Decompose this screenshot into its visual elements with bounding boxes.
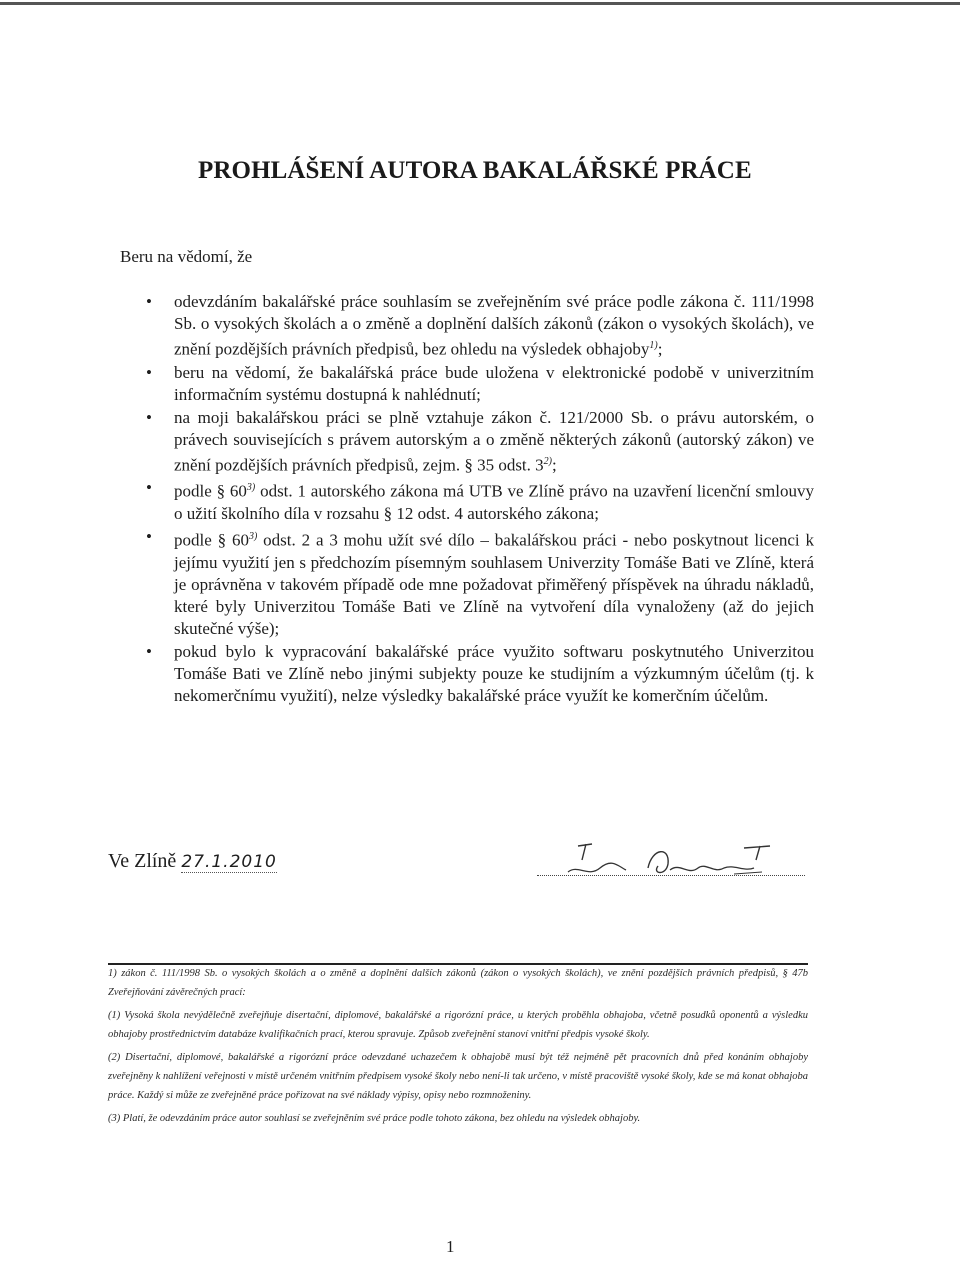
- list-item: [146, 641, 814, 707]
- list-item-text: podle § 60: [174, 481, 247, 501]
- list-item-tail: odst. 2 a 3 mohu užít své dílo – bakalářskou práci - nebo poskytnout licenci k jejímu využití jen s předchozím písemným souhlasem Univerzity Tomáše Bati ve Zlíně, která je oprávněna v takovém případě ode mne požadovat přiměřený příspěvek na úhradu nákladů, které byly Univerzitou Tomáše Bati ve Zlíně na vytvoření díla vynaloženy (až do jejich skutečné výše);: [174, 530, 814, 638]
- list-item-text: odevzdáním bakalářské práce souhlasím se zveřejněním své práce podle zákona č. 111/1998 Sb. o vysokých školách a o změně a doplnění dalších zákonů (zákon o vysokých školách), ve znění pozdějších právních předpisů, bez ohledu na výsledek obhajoby: [174, 292, 814, 359]
- list-item: [146, 362, 814, 406]
- list-item: [146, 526, 814, 640]
- top-border-line: [0, 2, 960, 5]
- footnote-ref: 3): [248, 530, 258, 542]
- signature-date: 27.1.2010: [181, 852, 277, 872]
- list-item-text: pokud bylo k vypracování bakalářské práce využito softwaru poskytnutého Univerzitou Tomáše Bati ve Zlíně nebo jinými subjekty pouze ke studijním a výzkumným účelům (tj. k nekomerčnímu využití), nelze výsledky bakalářské práce využít ke komerčním účelům.: [174, 641, 814, 705]
- footnote-ref: 2): [543, 455, 553, 467]
- list-item-text: podle § 60: [174, 530, 249, 550]
- footnote-ref: 1): [649, 340, 658, 351]
- bullet-icon: •: [146, 407, 152, 427]
- page-number: 1: [446, 1237, 455, 1256]
- footnote-ref: 3): [246, 482, 256, 494]
- footnote: (3) Platí, že odevzdáním práce autor souhlasí se zveřejněním své práce podle tohoto zákona, bez ohledu na výsledek obhajoby.: [108, 1113, 641, 1124]
- list-item-tail: ;: [552, 455, 557, 475]
- list-item-text: beru na vědomí, že bakalářská práce bude uložena v elektronické podobě v univerzitním informačním systému dostupná k nahlédnutí;: [174, 362, 814, 404]
- signature-place: Ve Zlíně: [108, 850, 177, 872]
- bullet-icon: •: [146, 526, 152, 546]
- document-title: PROHLÁŠENÍ AUTORA BAKALÁŘSKÉ PRÁCE: [198, 157, 752, 184]
- list-item: [146, 291, 814, 361]
- footnote: (2) Disertační, diplomové, bakalářské a rigorózní práce odevzdané uchazečem k obhajobě musí být též nejméně pět pracovních dnů před konáním obhajoby zveřejněny k nahlížení veřejnosti v místě určeném vnitřním předpisem vysoké školy nebo není-li tak určeno, v místě pracoviště vysoké školy, kde se má konat obhajoba práce. Každý si může ze zveřejněné práce pořizovat na své náklady výpisy, opisy nebo rozmnoženiny.: [108, 1052, 808, 1101]
- bullet-icon: •: [146, 292, 152, 311]
- footnotes: [108, 964, 808, 1132]
- handwritten-signature: [548, 838, 798, 886]
- footnote: (1) Vysoká škola nevýdělečně zveřejňuje disertační, diplomové, bakalářské a rigorózní práce, u kterých proběhla obhajoba, včetně posudků oponentů a výsledku obhajoby prostřednictvím databáze kvalifikačních prací, kterou spravuje. Způsob zveřejnění stanoví vnitřní předpis vysoké školy.: [108, 1010, 808, 1040]
- signature-place-date: [108, 850, 277, 873]
- bullet-icon: •: [146, 641, 152, 661]
- list-item-text: na moji bakalářskou práci se plně vztahuje zákon č. 121/2000 Sb. o právu autorském, o právech souvisejících s právem autorským a o změně některých zákonů (autorský zákon) ve znění pozdějších právních předpisů, zejm. § 35 odst. 3: [174, 407, 814, 475]
- list-item-tail: ;: [657, 339, 663, 359]
- list-item: [146, 477, 814, 525]
- bullet-icon: •: [146, 478, 152, 498]
- signature-line: [537, 875, 805, 876]
- list-item: [146, 407, 814, 477]
- bullet-icon: •: [146, 362, 152, 382]
- declaration-list: [146, 291, 814, 708]
- footnote: 1) zákon č. 111/1998 Sb. o vysokých školách a o změně a doplnění dalších zákonů (zákon o vysokých školách), ve znění pozdějších právních předpisů, § 47b Zveřejňování závěrečných prací:: [108, 968, 808, 998]
- intro-text: Beru na vědomí, že: [120, 247, 253, 266]
- list-item-tail: odst. 1 autorského zákona má UTB ve Zlíně právo na uzavření licenční smlouvy o užití školního díla v rozsahu § 12 odst. 4 autorského zákona;: [174, 481, 814, 523]
